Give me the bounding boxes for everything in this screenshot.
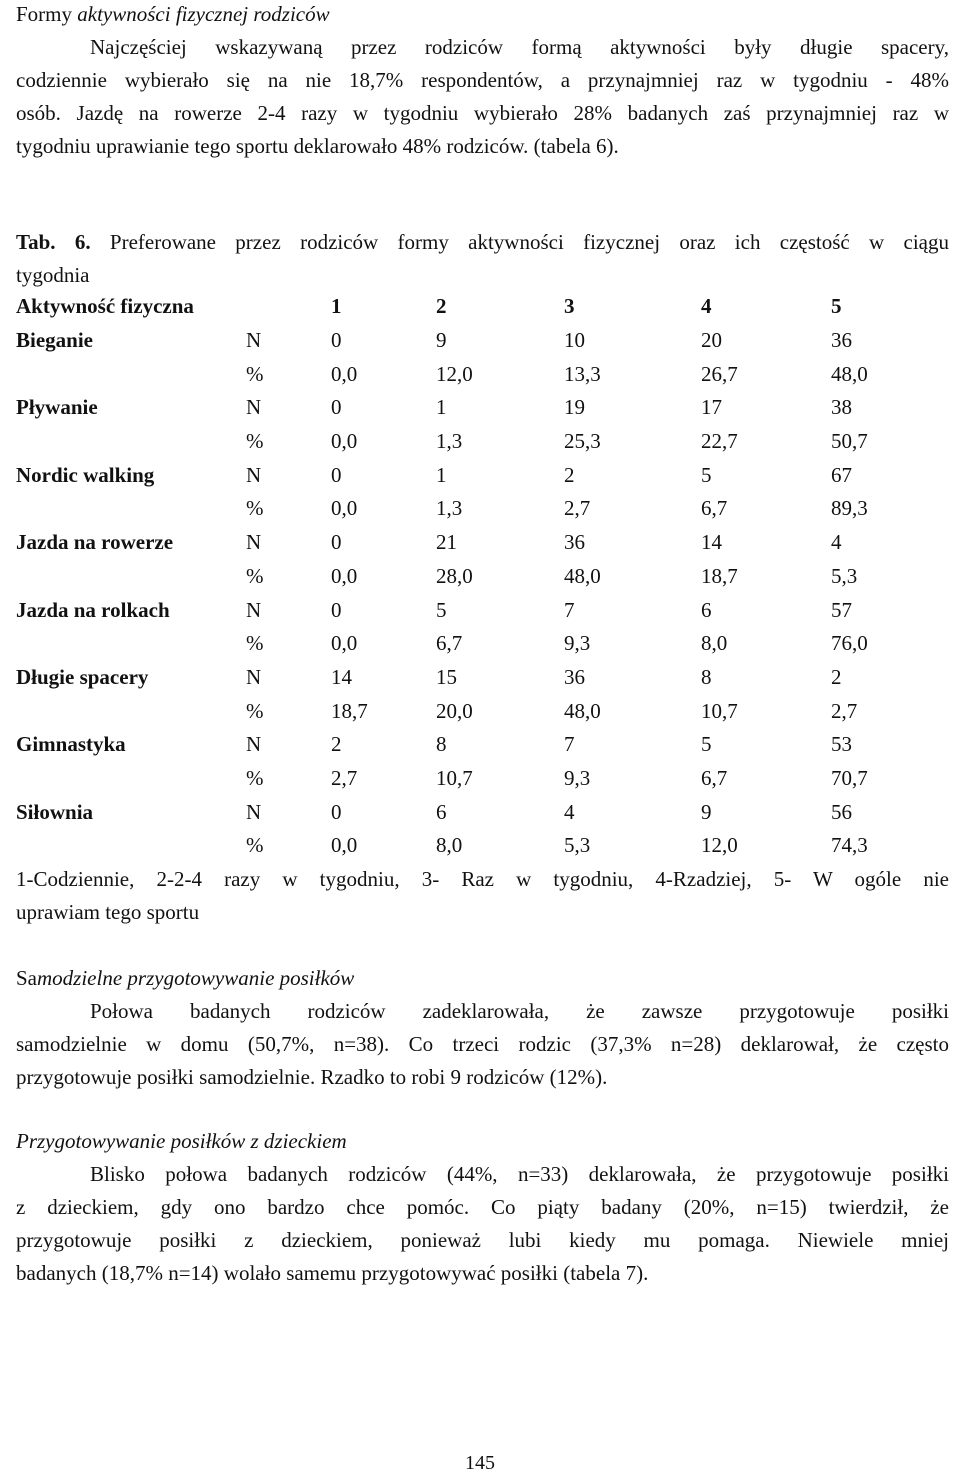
table-row-count: [16, 526, 956, 560]
value-cell: 56: [831, 799, 852, 824]
value-cell: 8: [701, 664, 712, 689]
count-label-cell: N: [246, 462, 262, 487]
value-cell: 1,3: [436, 429, 463, 454]
page-number: 145: [465, 1452, 495, 1474]
header-cell-4: 4: [701, 294, 712, 319]
activity-name-cell: Bieganie: [16, 328, 93, 353]
value-cell: 9: [701, 799, 712, 824]
activity-name-cell: Jazda na rowerze: [16, 530, 174, 555]
percent-label-cell: %: [246, 429, 264, 454]
value-cell: 2,7: [331, 765, 358, 790]
value-cell: 48,0: [564, 563, 601, 588]
value-cell: 13,3: [564, 361, 601, 386]
value-cell: 0: [331, 597, 342, 622]
value-cell: 10: [564, 328, 585, 353]
empty-cell: [16, 492, 246, 526]
value-cell: 36: [564, 664, 585, 689]
activity-name-cell: Siłownia: [16, 799, 94, 824]
value-cell: 2: [331, 732, 342, 757]
table-caption-text: Preferowane przez rodziców formy aktywności fizycznej oraz ich częstość w ciągu: [109, 230, 949, 254]
value-cell: 0: [331, 530, 342, 555]
value-cell: 21: [436, 530, 457, 555]
value-cell: 5,3: [831, 563, 858, 588]
paragraph-line: codziennie wybierało się na nie 18,7% respondentów, a przynajmniej raz w tygodniu - 48%: [16, 68, 949, 92]
table-row-count: [16, 795, 956, 829]
value-cell: 5: [436, 597, 447, 622]
value-cell: 36: [564, 530, 585, 555]
value-cell: 1: [436, 462, 447, 487]
percent-label-cell: %: [246, 631, 264, 656]
count-label-cell: N: [246, 597, 262, 622]
value-cell: 26,7: [701, 361, 738, 386]
value-cell: 76,0: [831, 631, 868, 656]
value-cell: 36: [831, 328, 852, 353]
value-cell: 48,0: [564, 698, 601, 723]
empty-cell: [16, 357, 246, 391]
value-cell: 6: [701, 597, 712, 622]
header-cell-3: 3: [564, 294, 575, 319]
table-row-count: [16, 593, 956, 627]
value-cell: 22,7: [701, 429, 738, 454]
value-cell: 19: [564, 395, 585, 420]
value-cell: 48,0: [831, 361, 868, 386]
paragraph-line: przygotowuje posiłki z dzieckiem, ponieważ lubi kiedy mu pomaga. Niewiele mniej: [16, 1228, 949, 1252]
count-label-cell: N: [246, 799, 262, 824]
value-cell: 20,0: [436, 698, 473, 723]
activity-name-cell: Nordic walking: [16, 462, 155, 487]
value-cell: 18,7: [331, 698, 368, 723]
header-cell-2: 2: [436, 294, 447, 319]
value-cell: 0: [331, 328, 342, 353]
value-cell: 10,7: [701, 698, 738, 723]
value-cell: 7: [564, 732, 575, 757]
table-row-percent: [16, 492, 956, 526]
value-cell: 1,3: [436, 496, 463, 521]
header-cell-activity: Aktywność fizyczna: [16, 294, 194, 319]
value-cell: 0,0: [331, 361, 358, 386]
value-cell: 8: [436, 732, 447, 757]
table-legend-continued: uprawiam tego sportu: [16, 900, 200, 924]
table-caption-continued: tygodnia: [16, 263, 90, 287]
value-cell: 4: [831, 530, 842, 555]
count-label-cell: N: [246, 395, 262, 420]
value-cell: 14: [331, 664, 352, 689]
percent-label-cell: %: [246, 833, 264, 858]
heading-plain-part: Formy: [16, 2, 78, 26]
value-cell: 2,7: [831, 698, 858, 723]
percent-label-cell: %: [246, 698, 264, 723]
value-cell: 14: [701, 530, 722, 555]
table-row-percent: [16, 357, 956, 391]
table-row-count: [16, 661, 956, 695]
value-cell: 0: [331, 462, 342, 487]
value-cell: 6: [436, 799, 447, 824]
value-cell: 9,3: [564, 765, 591, 790]
activity-name-cell: Gimnastyka: [16, 732, 126, 757]
empty-cell: [16, 560, 246, 594]
value-cell: 5,3: [564, 833, 591, 858]
value-cell: 18,7: [701, 563, 738, 588]
paragraph-line: badanych (18,7% n=14) wolało samemu przygotowywać posiłki (tabela 7).: [16, 1261, 649, 1285]
paragraph-line: przygotowuje posiłki samodzielnie. Rzadko to robi 9 rodziców (12%).: [16, 1065, 608, 1089]
header-cell-1: 1: [331, 294, 342, 319]
value-cell: 9: [436, 328, 447, 353]
percent-label-cell: %: [246, 496, 264, 521]
value-cell: 67: [831, 462, 852, 487]
table-caption: [16, 230, 949, 254]
value-cell: 12,0: [436, 361, 473, 386]
value-cell: 6,7: [701, 496, 728, 521]
table-row-percent: [16, 829, 956, 863]
empty-cell: [16, 829, 246, 863]
percent-label-cell: %: [246, 765, 264, 790]
value-cell: 5: [701, 462, 712, 487]
paragraph-line: Blisko połowa badanych rodziców (44%, n=33) deklarowała, że przygotowuje posiłki: [90, 1162, 949, 1186]
value-cell: 2: [564, 462, 575, 487]
count-label-cell: N: [246, 664, 262, 689]
section-heading-meal-prep: [16, 966, 354, 990]
value-cell: 0,0: [331, 496, 358, 521]
value-cell: 70,7: [831, 765, 868, 790]
value-cell: 0,0: [331, 429, 358, 454]
value-cell: 74,3: [831, 833, 868, 858]
activity-name-cell: Jazda na rolkach: [16, 597, 170, 622]
heading-italic-part: modzielne przygotowywanie posiłków: [37, 966, 355, 990]
value-cell: 7: [564, 597, 575, 622]
header-cell-5: 5: [831, 294, 842, 319]
value-cell: 8,0: [701, 631, 728, 656]
value-cell: 0: [331, 799, 342, 824]
value-cell: 2: [831, 664, 842, 689]
paragraph-line: osób. Jazdę na rowerze 2-4 razy w tygodniu wybierało 28% badanych zaś przynajmniej raz w: [16, 101, 949, 125]
empty-cell: [16, 627, 246, 661]
value-cell: 0,0: [331, 563, 358, 588]
empty-cell: [16, 762, 246, 796]
value-cell: 0,0: [331, 631, 358, 656]
value-cell: 4: [564, 799, 575, 824]
value-cell: 2,7: [564, 496, 591, 521]
empty-cell: [16, 425, 246, 459]
table-row-percent: [16, 762, 956, 796]
value-cell: 10,7: [436, 765, 473, 790]
value-cell: 17: [701, 395, 722, 420]
value-cell: 9,3: [564, 631, 591, 656]
table-header-row: [16, 290, 956, 324]
table-legend: 1-Codziennie, 2-2-4 razy w tygodniu, 3- Raz w tygodniu, 4-Rzadziej, 5- W ogóle nie: [16, 867, 949, 891]
heading-plain-part: Sa: [16, 966, 37, 990]
table-row-count: [16, 728, 956, 762]
paragraph-line: tygodniu uprawianie tego sportu deklarowało 48% rodziców. (tabela 6).: [16, 134, 619, 158]
percent-label-cell: %: [246, 563, 264, 588]
value-cell: 25,3: [564, 429, 601, 454]
activity-frequency-table: [16, 290, 956, 863]
paragraph-line: Połowa badanych rodziców zadeklarowała, że zawsze przygotowuje posiłki: [90, 999, 949, 1023]
table-row-percent: [16, 425, 956, 459]
empty-cell: [16, 694, 246, 728]
value-cell: 0,0: [331, 833, 358, 858]
table-row-count: [16, 324, 956, 358]
heading-italic-part: aktywności fizycznej rodziców: [77, 2, 330, 26]
section-heading-activity: [16, 2, 330, 26]
value-cell: 6,7: [701, 765, 728, 790]
count-label-cell: N: [246, 530, 262, 555]
count-label-cell: N: [246, 328, 262, 353]
value-cell: 1: [436, 395, 447, 420]
value-cell: 5: [701, 732, 712, 757]
table-row-percent: [16, 627, 956, 661]
table-row-percent: [16, 694, 956, 728]
count-label-cell: N: [246, 732, 262, 757]
table-row-percent: [16, 560, 956, 594]
table-row-count: [16, 458, 956, 492]
section-heading-cooking-with-child: Przygotowywanie posiłków z dzieckiem: [16, 1129, 347, 1153]
value-cell: 20: [701, 328, 722, 353]
value-cell: 8,0: [436, 833, 463, 858]
value-cell: 0: [331, 395, 342, 420]
paragraph-line: samodzielnie w domu (50,7%, n=38). Co trzeci rodzic (37,3% n=28) deklarował, że często: [16, 1032, 949, 1056]
value-cell: 6,7: [436, 631, 463, 656]
value-cell: 28,0: [436, 563, 473, 588]
table-row-count: [16, 391, 956, 425]
activity-name-cell: Długie spacery: [16, 664, 149, 689]
paragraph-line: z dzieckiem, gdy ono bardzo chce pomóc. Co piąty badany (20%, n=15) twierdził, że: [16, 1195, 949, 1219]
value-cell: 53: [831, 732, 852, 757]
value-cell: 15: [436, 664, 457, 689]
value-cell: 38: [831, 395, 852, 420]
paragraph-line: Najczęściej wskazywaną przez rodziców formą aktywności były długie spacery,: [90, 35, 949, 59]
activity-name-cell: Pływanie: [16, 395, 98, 420]
value-cell: 57: [831, 597, 852, 622]
value-cell: 89,3: [831, 496, 868, 521]
value-cell: 50,7: [831, 429, 868, 454]
table-caption-label: Tab. 6.: [16, 230, 91, 254]
percent-label-cell: %: [246, 361, 264, 386]
value-cell: 12,0: [701, 833, 738, 858]
